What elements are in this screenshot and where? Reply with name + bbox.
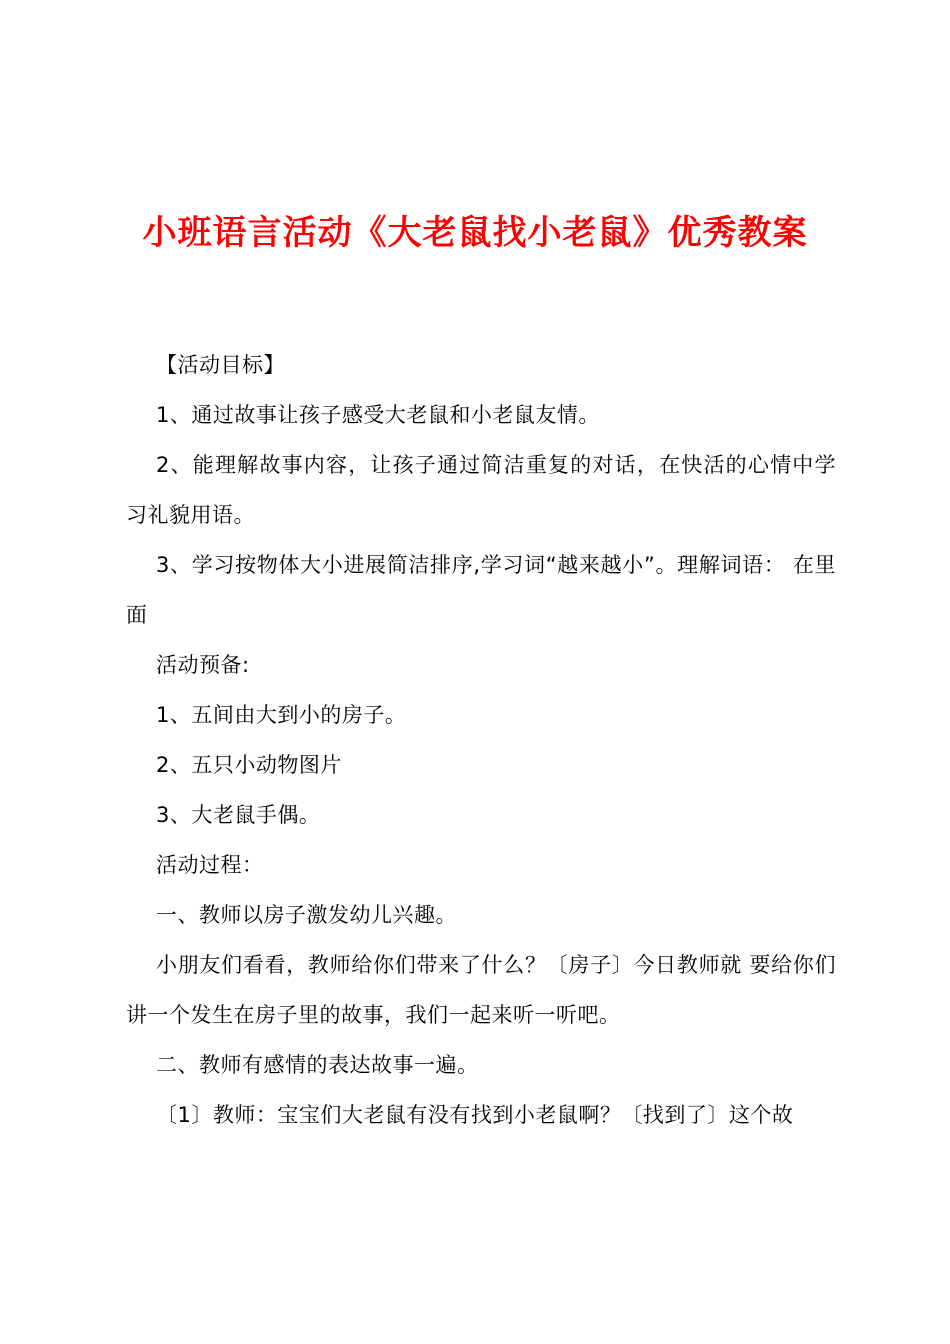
preparation-item-3: 3、大老鼠手偶。 xyxy=(156,803,321,827)
section-heading-preparation: 活动预备: xyxy=(156,653,250,677)
document-title: 小班语言活动《大老鼠找小老鼠》优秀教案 xyxy=(142,213,808,253)
section-heading-goals: 【活动目标】 xyxy=(156,353,285,377)
goal-item-3: 3、学习按物体大小进展简洁排序,学习词“越来越小”。理解词语： 在里面 xyxy=(126,553,836,627)
preparation-item-1: 1、五间由大到小的房子。 xyxy=(156,703,407,727)
process-step-1-text: 小朋友们看看，教师给你们带来了什么？〔房子〕今日教师就 要给你们讲一个发生在房子里的故事，我们一起来听一听吧。 xyxy=(126,953,836,1027)
preparation-item-2: 2、五只小动物图片 xyxy=(156,753,342,777)
goal-item-1: 1、通过故事让孩子感受大老鼠和小老鼠友情。 xyxy=(156,403,600,427)
process-step-1: 一、教师以房子激发幼儿兴趣。 xyxy=(156,903,457,927)
process-step-2: 二、教师有感情的表达故事一遍。 xyxy=(156,1053,479,1077)
process-step-2-text: 〔1〕教师：宝宝们大老鼠有没有找到小老鼠啊？〔找到了〕这个故 xyxy=(156,1103,794,1127)
goal-item-2: 2、能理解故事内容，让孩子通过简洁重复的对话，在快活的心情中学习礼貌用语。 xyxy=(126,453,836,527)
section-heading-process: 活动过程： xyxy=(156,853,264,877)
document-body xyxy=(126,340,836,1140)
